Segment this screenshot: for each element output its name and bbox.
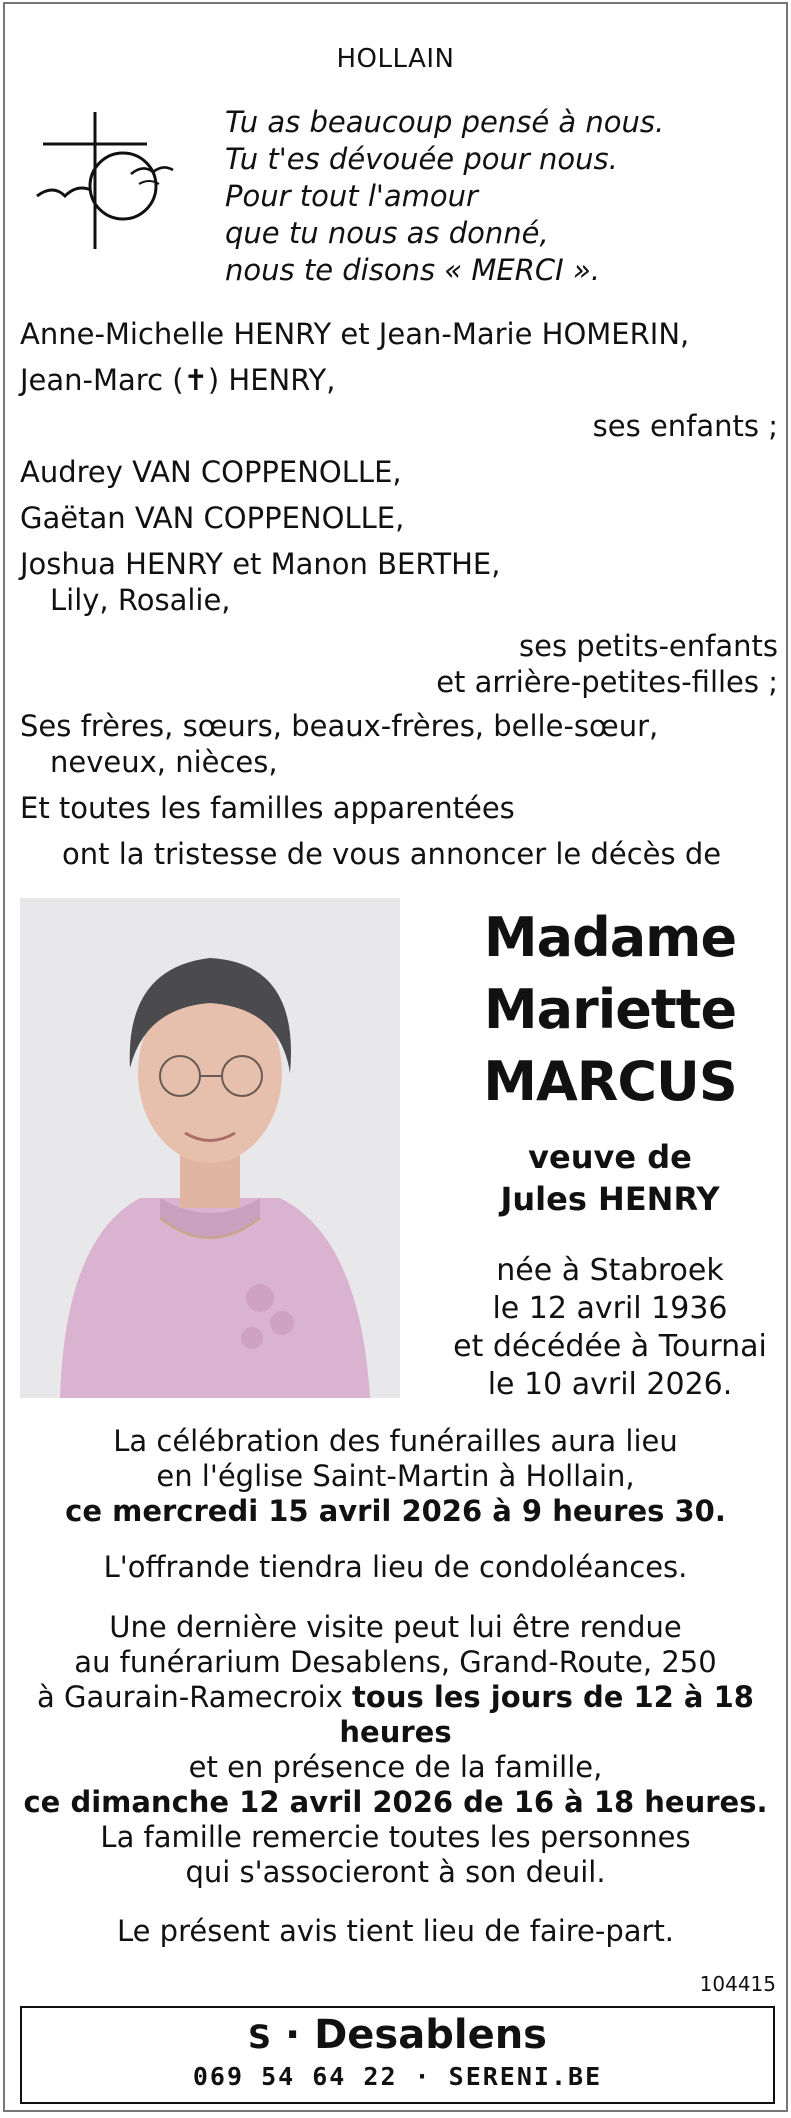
grandchild-line: Audrey VAN COPPENOLLE, (20, 455, 402, 489)
thanks-line: La famille remercie toutes les personnes (100, 1820, 691, 1854)
grandchild-line: Joshua HENRY et Manon BERTHE, (20, 547, 501, 581)
website-link[interactable]: SERENI.BE (448, 2062, 603, 2091)
honorific: Madame (483, 906, 737, 969)
thanks-line: qui s'associeront à son deuil. (185, 1855, 606, 1889)
thanks-info (5, 1820, 786, 1890)
grandchild-line: Gaëtan VAN COPPENOLLE, (20, 501, 405, 535)
portrait-photo (20, 898, 400, 1398)
poem-line: que tu nous as donné, (225, 216, 549, 250)
poem-line: nous te disons « MERCI ». (225, 253, 601, 287)
great-grandchildren-role: et arrière-petites-filles ; (436, 665, 778, 699)
poem-line: Tu t'es dévouée pour nous. (225, 142, 618, 176)
last-name: MARCUS (483, 1050, 737, 1113)
grandchild-line: Lily, Rosalie, (50, 583, 231, 617)
location-heading: HOLLAIN (336, 44, 455, 74)
funeral-line: en l'église Saint-Martin à Hollain, (156, 1459, 635, 1493)
children-role: ses enfants ; (592, 409, 778, 443)
spouse-name: Jules HENRY (500, 1180, 720, 1218)
siblings-line: Ses frères, sœurs, beaux-frères, belle-sœur, (20, 709, 659, 743)
offering-info: L'offrande tiendra lieu de condoléances. (103, 1550, 688, 1584)
deceased-name (445, 902, 775, 1118)
relatives-line: Et toutes les familles apparentées (20, 791, 515, 825)
obituary-notice (3, 2, 788, 2112)
reference-number: 104415 (699, 1972, 776, 1996)
funeral-home-footer (20, 2006, 775, 2104)
contact-line: 069 54 64 22 · SERENI.BE (192, 2062, 603, 2091)
funeral-line: La célébration des funérailles aura lieu (113, 1424, 678, 1458)
first-name: Mariette (483, 978, 737, 1041)
widow-label: veuve de (528, 1138, 692, 1176)
birth-place: née à Stabroek (496, 1253, 724, 1288)
visit-line: à Gaurain-Ramecroix tous les jours de 12 à 18 heures (37, 1680, 754, 1749)
visit-line: et en présence de la famille, (188, 1750, 603, 1784)
birth-death-info (425, 1252, 791, 1404)
child-line: Anne-Michelle HENRY et Jean-Marie HOMERIN, (20, 317, 690, 351)
funeral-info (5, 1424, 786, 1529)
cross-seagull-icon (35, 104, 180, 254)
poem (225, 104, 664, 289)
nephews-line: neveux, nièces, (50, 745, 278, 779)
death-date: le 10 avril 2026. (487, 1367, 733, 1402)
funeral-home-logo: S · Desablens (248, 2012, 547, 2058)
visit-line: Une dernière visite peut lui être rendue (109, 1610, 682, 1644)
announcement-line: ont la tristesse de vous annoncer le décès de (62, 837, 722, 871)
visit-date: ce dimanche 12 avril 2026 de 16 à 18 heures. (23, 1785, 768, 1819)
birth-date: le 12 avril 1936 (492, 1291, 728, 1326)
notice-line: Le présent avis tient lieu de faire-part. (116, 1914, 675, 1948)
death-place: et décédée à Tournai (453, 1329, 767, 1364)
widow-of (445, 1136, 775, 1220)
visit-line: au funérarium Desablens, Grand-Route, 250 (74, 1645, 717, 1679)
visit-info (5, 1610, 786, 1820)
poem-line: Pour tout l'amour (225, 179, 478, 213)
brand-name: Desablens (314, 2012, 547, 2058)
funeral-date: ce mercredi 15 avril 2026 à 9 heures 30. (65, 1494, 726, 1528)
poem-line: Tu as beaucoup pensé à nous. (225, 105, 665, 139)
child-line: Jean-Marc (✝) HENRY, (20, 363, 336, 397)
phone-number: 069 54 64 22 (192, 2062, 398, 2091)
grandchildren-role: ses petits-enfants (519, 629, 778, 663)
brand-mark: S (248, 2018, 272, 2056)
